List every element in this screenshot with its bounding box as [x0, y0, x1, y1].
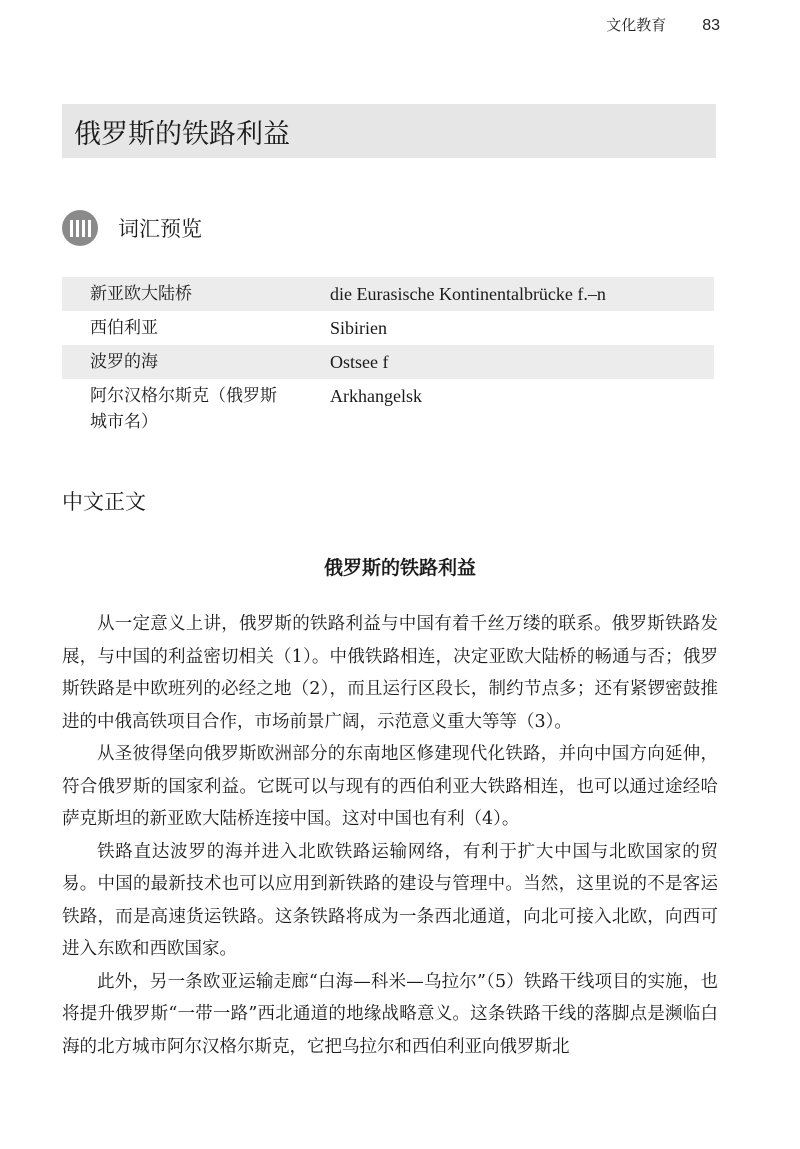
article-body: [62, 608, 718, 1063]
paragraph: 从圣彼得堡向俄罗斯欧洲部分的东南地区修建现代化铁路，并向中国方向延伸，符合俄罗斯的国家利益。它既可以与现有的西伯利亚大铁路相连，也可以通过途经哈萨克斯坦的新亚欧大陆桥连接中国。这对中国也有利（4）。: [62, 744, 718, 829]
vocabulary-bars-icon: [62, 210, 98, 246]
article-title: 俄罗斯的铁路利益: [323, 557, 476, 579]
vocab-heading: [62, 210, 202, 246]
page-number: 83: [702, 17, 720, 34]
chapter-title-bar: [62, 104, 716, 158]
chapter-title: 俄罗斯的铁路利益: [74, 118, 290, 150]
vocab-term-de: die Eurasische Kontinentalbrücke f.–n: [330, 284, 606, 304]
vocab-row: [62, 345, 714, 379]
vocab-term-de: Ostsee f: [330, 352, 389, 372]
vocab-table: [62, 277, 714, 439]
vocab-term-zh: 西伯利亚: [90, 318, 158, 338]
header-section: 文化教育: [606, 16, 667, 34]
vocab-term-de: Sibirien: [330, 318, 387, 338]
vocab-term-zh: 波罗的海: [90, 352, 158, 372]
vocab-row: [62, 277, 714, 311]
vocab-heading-label: 词汇预览: [118, 217, 202, 241]
vocab-row: [62, 311, 714, 345]
vocab-row: [62, 379, 714, 439]
running-header: [606, 14, 720, 35]
section-title: 中文正文: [62, 490, 146, 514]
vocab-term-de: Arkhangelsk: [330, 386, 422, 406]
paragraph: 铁路直达波罗的海并进入北欧铁路运输网络，有利于扩大中国与北欧国家的贸易。中国的最新技术也可以应用到新铁路的建设与管理中。当然，这里说的不是客运铁路，而是高速货运铁路。这条铁路将成为一条西北通道，向北可接入北欧，向西可进入东欧和西欧国家。: [62, 841, 718, 959]
vocab-term-zh: 阿尔汉格尔斯克（俄罗斯城市名）: [90, 386, 277, 432]
vocab-term-zh: 新亚欧大陆桥: [90, 284, 192, 304]
paragraph: 此外，另一条欧亚运输走廊“白海—科米—乌拉尔”（5）铁路干线项目的实施，也将提升俄罗斯“一带一路”西北通道的地缘战略意义。这条铁路干线的落脚点是濒临白海的北方城市阿尔汉格尔斯克，它把乌拉尔和西伯利亚向俄罗斯北: [62, 971, 718, 1057]
paragraph: 从一定意义上讲，俄罗斯的铁路利益与中国有着千丝万缕的联系。俄罗斯铁路发展，与中国的利益密切相关（1）。中俄铁路相连，决定亚欧大陆桥的畅通与否；俄罗斯铁路是中欧班列的必经之地（2），而且运行区段长，制约节点多；还有紧锣密鼓推进的中俄高铁项目合作，市场前景广阔，示范意义重大等等（3）。: [62, 614, 718, 732]
